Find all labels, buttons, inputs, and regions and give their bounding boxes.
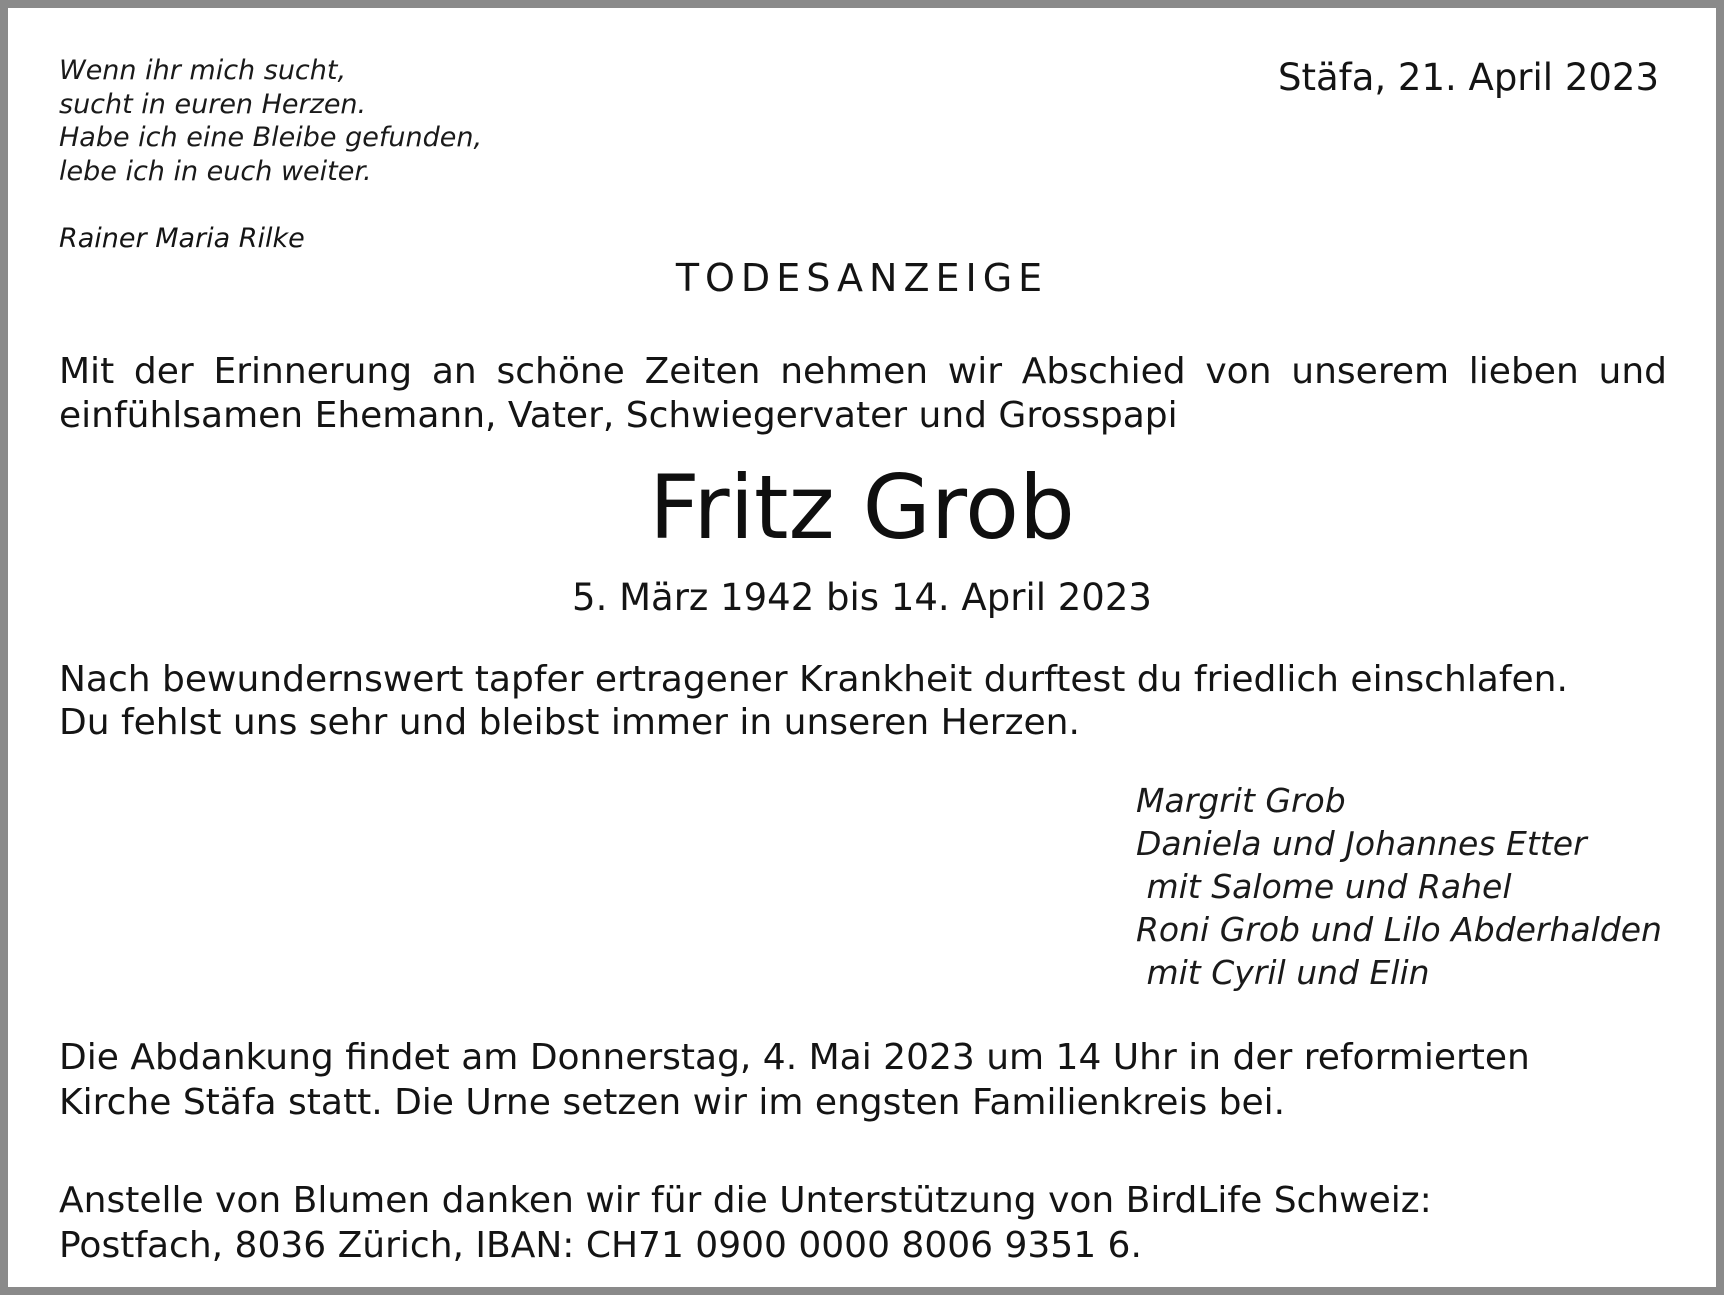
poem-line: Habe ich eine Bleibe gefunden, — [59, 122, 483, 153]
donation-line: Postfach, 8036 Zürich, IBAN: CH71 0900 0000 8006 9351 6. — [59, 1225, 1142, 1266]
place-date: Stäfa, 21. April 2023 — [1278, 56, 1659, 99]
poem-line: Wenn ihr mich sucht, — [59, 55, 347, 86]
signer-line: Margrit Grob — [1136, 781, 1346, 820]
signers-list — [1136, 779, 1662, 994]
signer-line: mit Cyril und Elin — [1136, 953, 1430, 992]
ceremony-line: Die Abdankung findet am Donnerstag, 4. Mai 2023 um 14 Uhr in der reformierten — [59, 1037, 1530, 1078]
signer-line: Daniela und Johannes Etter — [1136, 824, 1587, 863]
ceremony-line: Kirche Stäfa statt. Die Urne setzen wir im engsten Familienkreis bei. — [59, 1082, 1286, 1123]
message-line: Du fehlst uns sehr und bleibst immer in unseren Herzen. — [59, 702, 1080, 743]
intro-line: einfühlsamen Ehemann, Vater, Schwiegervater und Grosspapi — [59, 395, 1178, 436]
ceremony-info — [59, 1035, 1530, 1125]
intro-line: Mit der Erinnerung an schöne Zeiten nehmen wir Abschied von unserem lieben und — [59, 351, 1667, 392]
donation-line: Anstelle von Blumen danken wir für die Unterstützung von BirdLife Schweiz: — [59, 1180, 1432, 1221]
signer-line: Roni Grob und Lilo Abderhalden — [1136, 910, 1662, 949]
notice-heading: TODESANZEIGE — [675, 256, 1049, 300]
poem — [59, 54, 482, 188]
life-dates: 5. März 1942 bis 14. April 2023 — [572, 576, 1152, 619]
signer-line: mit Salome und Rahel — [1136, 867, 1512, 906]
poem-author: Rainer Maria Rilke — [59, 223, 305, 254]
intro-text — [59, 350, 1667, 438]
farewell-message — [59, 658, 1568, 744]
poem-line: lebe ich in euch weiter. — [59, 155, 372, 187]
deceased-name: Fritz Grob — [649, 456, 1075, 559]
poem-line: sucht in euren Herzen. — [59, 88, 367, 120]
message-line: Nach bewundernswert tapfer ertragener Krankheit durftest du friedlich einschlafen. — [59, 659, 1568, 700]
donation-info — [59, 1178, 1432, 1268]
